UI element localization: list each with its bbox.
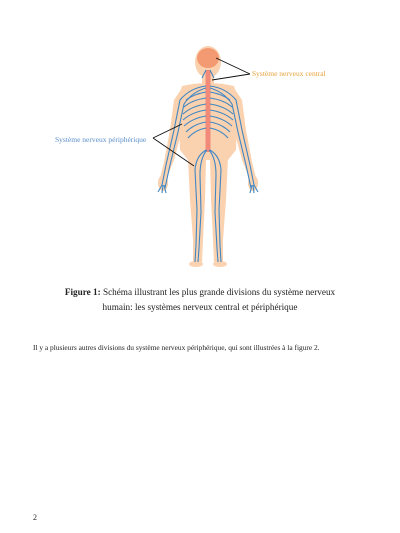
brain-shape	[197, 48, 219, 68]
figure-caption	[40, 285, 360, 315]
caption-line-2: humain: les systèmes nerveux central et périphérique	[102, 302, 298, 312]
body-paragraph: Il y a plusieurs autres divisions du système nerveux périphérique, qui sont illustrées à la figure 2.	[33, 343, 320, 352]
spinal-cord-shape	[206, 70, 211, 152]
peripheral-nervous-system-label: Système nerveux périphérique	[55, 135, 147, 144]
central-nervous-system-label: Système nerveux central	[252, 69, 326, 78]
caption-prefix: Figure 1:	[64, 287, 101, 297]
caption-line-1: Schéma illustrant les plus grande divisions du système nerveux	[100, 287, 336, 297]
page-number: 2	[33, 513, 37, 522]
